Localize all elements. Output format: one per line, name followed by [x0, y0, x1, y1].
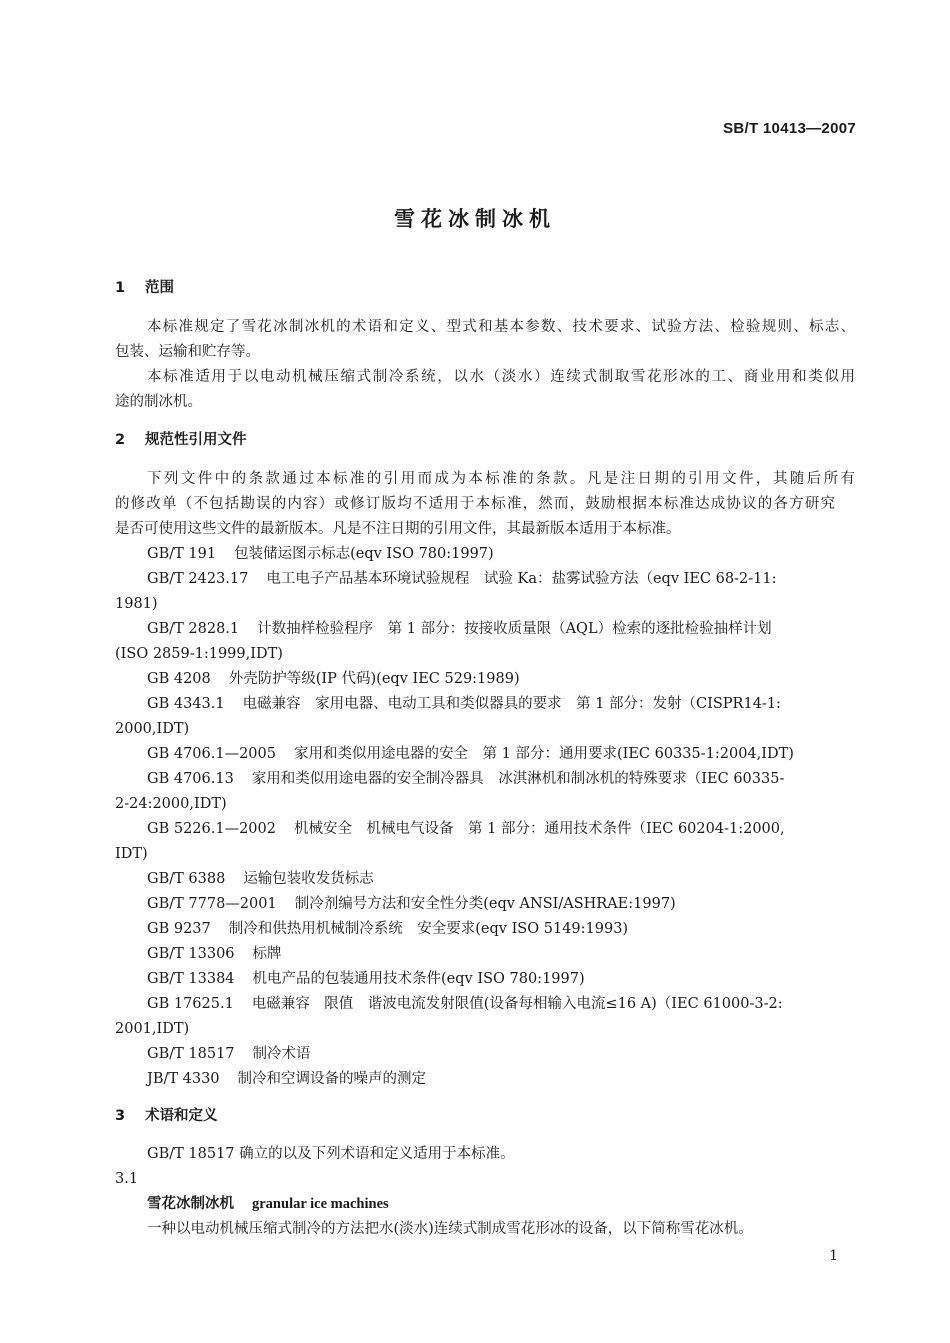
- reference-continuation: 2000,IDT): [115, 721, 190, 737]
- reference-item: [147, 772, 784, 787]
- reference-item: [147, 922, 628, 937]
- reference-title: 运输包装收发货标志: [243, 871, 374, 887]
- reference-continuation: 1981): [115, 596, 158, 612]
- reference-item: [147, 897, 676, 912]
- reference-item: [147, 1072, 426, 1087]
- paragraph-line: 的修改单（不包括勘误的内容）或修订版均不适用于本标准，然而，鼓励根据本标准达成协议的各方研究: [115, 496, 835, 512]
- section-title: 术语和定义: [145, 1108, 218, 1124]
- reference-item: [147, 672, 520, 687]
- reference-continuation: (ISO 2859-1:1999,IDT): [115, 646, 283, 662]
- paragraph-line: 本标准适用于以电动机械压缩式制冷系统，以水（淡水）连续式制取雪花形冰的工、商业用和类似用: [147, 369, 855, 385]
- reference-code: GB/T 6388: [147, 871, 226, 887]
- reference-code: GB 4706.1—2005: [147, 746, 276, 762]
- reference-continuation: IDT): [115, 846, 148, 862]
- reference-title: 计数抽样检验程序 第 1 部分：按接收质量限（AQL）检索的逐批检验抽样计划: [257, 621, 772, 637]
- reference-title: 标牌: [252, 946, 282, 962]
- reference-item: [147, 972, 585, 987]
- reference-title: 机械安全 机械电气设备 第 1 部分：通用技术条件（IEC 60204-1:2000,: [294, 821, 785, 837]
- standard-code: SB/T 10413—2007: [723, 120, 856, 137]
- section-number: 2: [115, 432, 126, 448]
- paragraph-line: 下列文件中的条款通过本标准的引用而成为本标准的条款。凡是注日期的引用文件，其随后所有: [147, 471, 855, 487]
- reference-code: GB/T 2423.17: [147, 571, 249, 587]
- section-1-heading: [115, 281, 174, 296]
- reference-title: 电磁兼容 家用电器、电动工具和类似器具的要求 第 1 部分：发射（CISPR14-1:: [242, 696, 781, 712]
- reference-item: [147, 1047, 311, 1062]
- reference-title: 制冷和空调设备的噪声的测定: [237, 1071, 427, 1087]
- reference-item: [147, 947, 282, 962]
- section-2-heading: [115, 433, 247, 448]
- reference-item: [147, 997, 783, 1012]
- reference-item: [147, 572, 776, 587]
- reference-code: GB 5226.1—2002: [147, 821, 276, 837]
- reference-title: 制冷剂编号方法和安全性分类(eqv ANSI/ASHRAE:1997): [294, 896, 676, 912]
- reference-code: GB/T 191: [147, 546, 217, 562]
- reference-code: GB 17625.1: [147, 996, 234, 1012]
- paragraph-line: 包装、运输和贮存等。: [115, 344, 260, 360]
- reference-item: [147, 622, 772, 637]
- reference-title: 电工电子产品基本环境试验规程 试验 Ka：盐雾试验方法（eqv IEC 68-2-11:: [266, 571, 777, 587]
- reference-item: [147, 747, 794, 762]
- paragraph-line: 本标准规定了雪花冰制冰机的术语和定义、型式和基本参数、技术要求、试验方法、检验规则、标志、: [147, 319, 855, 335]
- reference-code: GB 4208: [147, 671, 211, 687]
- reference-code: JB/T 4330: [147, 1071, 220, 1087]
- reference-title: 制冷术语: [252, 1046, 311, 1062]
- section-title: 范围: [145, 280, 174, 296]
- reference-code: GB/T 13384: [147, 971, 235, 987]
- paragraph-line: 是否可使用这些文件的最新版本。凡是不注日期的引用文件，其最新版本适用于本标准。: [115, 521, 681, 537]
- reference-item: [147, 872, 374, 887]
- term-entry: [147, 1197, 389, 1212]
- page-number: 1: [829, 1248, 838, 1264]
- reference-title: 电磁兼容 限值 谐波电流发射限值(设备每相输入电流≤16 A)（IEC 61000-3-2:: [251, 996, 783, 1012]
- term-chinese: 雪花冰制冰机: [147, 1196, 234, 1212]
- reference-item: [147, 697, 781, 712]
- section-number: 1: [115, 280, 126, 296]
- reference-code: GB/T 2828.1: [147, 621, 240, 637]
- reference-title: 家用和类似用途电器的安全制冷器具 冰淇淋机和制冰机的特殊要求（IEC 60335-: [251, 771, 785, 787]
- reference-title: 制冷和供热用机械制冷系统 安全要求(eqv ISO 5149:1993): [228, 921, 629, 937]
- reference-item: [147, 822, 785, 837]
- reference-code: GB 9237: [147, 921, 211, 937]
- section-number: 3: [115, 1108, 126, 1124]
- paragraph-line: GB/T 18517 确立的以及下列术语和定义适用于本标准。: [147, 1146, 515, 1162]
- reference-title: 家用和类似用途电器的安全 第 1 部分：通用要求(IEC 60335-1:2004,IDT): [294, 746, 794, 762]
- term-english: granular ice machines: [252, 1196, 389, 1212]
- reference-code: GB/T 18517: [147, 1046, 235, 1062]
- reference-title: 机电产品的包装通用技术条件(eqv ISO 780:1997): [252, 971, 585, 987]
- reference-continuation: 2-24:2000,IDT): [115, 796, 227, 812]
- document-title: 雪花冰制冰机: [394, 207, 556, 231]
- term-definition: 一种以电动机械压缩式制冷的方法把水(淡水)连续式制成雪花形冰的设备，以下简称雪花冰机。: [147, 1221, 753, 1237]
- section-3-heading: [115, 1109, 218, 1124]
- section-title: 规范性引用文件: [145, 432, 247, 448]
- reference-code: GB 4706.13: [147, 771, 234, 787]
- clause-number: 3.1: [115, 1171, 139, 1187]
- reference-continuation: 2001,IDT): [115, 1021, 190, 1037]
- reference-title: 包装储运图示标志(eqv ISO 780:1997): [234, 546, 494, 562]
- reference-code: GB 4343.1: [147, 696, 225, 712]
- reference-item: [147, 547, 494, 562]
- reference-code: GB/T 7778—2001: [147, 896, 277, 912]
- paragraph-line: 途的制冰机。: [115, 394, 202, 410]
- reference-title: 外壳防护等级(IP 代码)(eqv IEC 529:1989): [228, 671, 520, 687]
- reference-code: GB/T 13306: [147, 946, 235, 962]
